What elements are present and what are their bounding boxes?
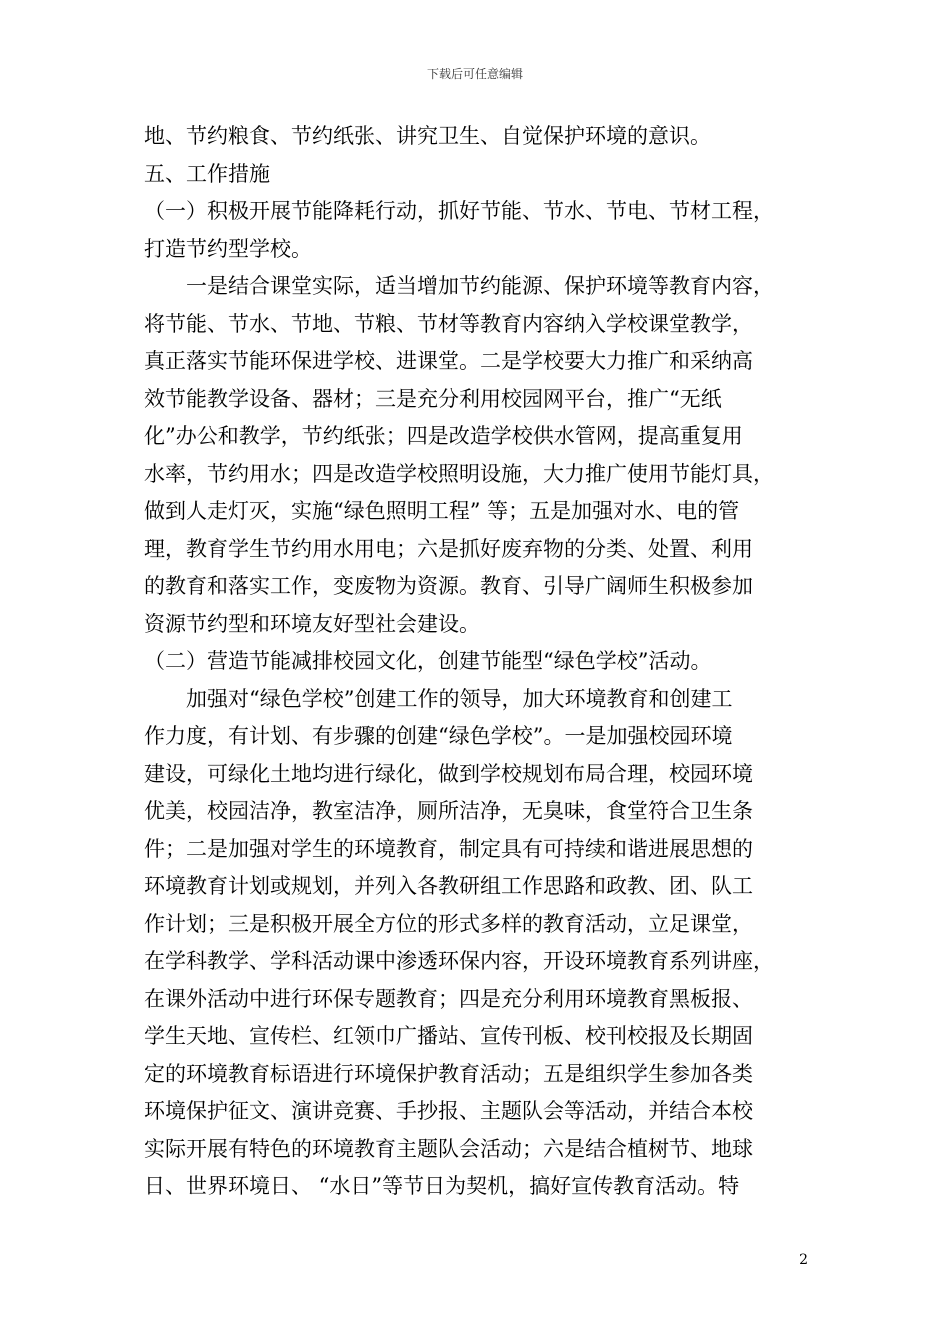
page-number: 2 [799,1252,808,1268]
text-line: 做到人走灯灭，实施“绿色照明工程” 等；五是加强对水、电的管 [144,499,740,523]
text-line: 水率，节约用水；四是改造学校照明设施，大力推广使用节能灯具， [144,461,774,486]
text-line: 资源节约型和环境友好型社会建设。 [144,611,480,636]
text-line: 优美，校园洁净，教室洁净，厕所洁净，无臭味，食堂符合卫生条 [144,799,753,823]
text-line: 实际开展有特色的环境教育主题队会活动；六是结合植树节、地球 [144,1136,753,1161]
document-body [144,118,824,1206]
text-line: 定的环境教育标语进行环境保护教育活动；五是组织学生参加各类 [144,1061,753,1086]
text-line: 环境保护征文、演讲竞赛、手抄报、主题队会等活动，并结合本校 [144,1099,753,1123]
text-line: 作计划；三是积极开展全方位的形式多样的教育活动，立足课堂， [144,911,753,936]
subsection-heading: （二）营造节能减排校园文化，创建节能型“绿色学校”活动。 [144,649,712,673]
text-line: 日、世界环境日、 “水日”等节日为契机，搞好宣传教育活动。特 [144,1174,740,1198]
text-line: 学生天地、宣传栏、红领巾广播站、宣传刊板、校刊校报及长期固 [144,1024,753,1048]
paragraph-start: 一是结合课堂实际，适当增加节约能源、保护环境等教育内容， [186,274,774,298]
subsection-heading: （一）积极开展节能降耗行动，抓好节能、节水、节电、节材工程， [144,199,774,223]
text-line: 效节能教学设备、器材；三是充分利用校园网平台，推广“无纸 [144,386,722,411]
text-line: 件；二是加强对学生的环境教育，制定具有可持续和谐进展思想的 [144,836,753,861]
text-line: 的教育和落实工作，变废物为资源。教育、引导广阔师生积极参加 [144,574,753,598]
text-line: 建设，可绿化土地均进行绿化，做到学校规划布局合理，校园环境 [144,761,753,786]
paragraph-start: 加强对“绿色学校”创建工作的领导，加大环境教育和创建工 [186,686,733,711]
text-line: 理，教育学生节约用水用电；六是抓好废弃物的分类、处置、利用 [144,536,753,561]
text-line: 在学科教学、学科活动课中渗透环保内容，开设环境教育系列讲座， [144,949,774,973]
page-header: 下载后可任意编辑 [426,67,523,81]
text-line: 作力度，有计划、有步骤的创建“绿色学校”。一是加强校园环境 [144,724,733,748]
text-line: 地、节约粮食、节约纸张、讲究卫生、自觉保护环境的意识。 [144,124,711,148]
text-line: 环境教育计划或规划，并列入各教研组工作思路和政教、团、队工 [144,874,753,898]
subsection-heading-continued: 打造节约型学校。 [144,236,312,261]
text-line: 真正落实节能环保进学校、进课堂。二是学校要大力推广和采纳高 [144,349,753,373]
text-line: 将节能、节水、节地、节粮、节材等教育内容纳入学校课堂教学， [144,311,753,336]
text-line: 化”办公和教学，节约纸张；四是改造学校供水管网，提高重复用 [144,424,743,448]
text-line: 在课外活动中进行环保专题教育；四是充分利用环境教育黑板报、 [144,986,753,1011]
section-heading: 五、工作措施 [144,161,270,186]
